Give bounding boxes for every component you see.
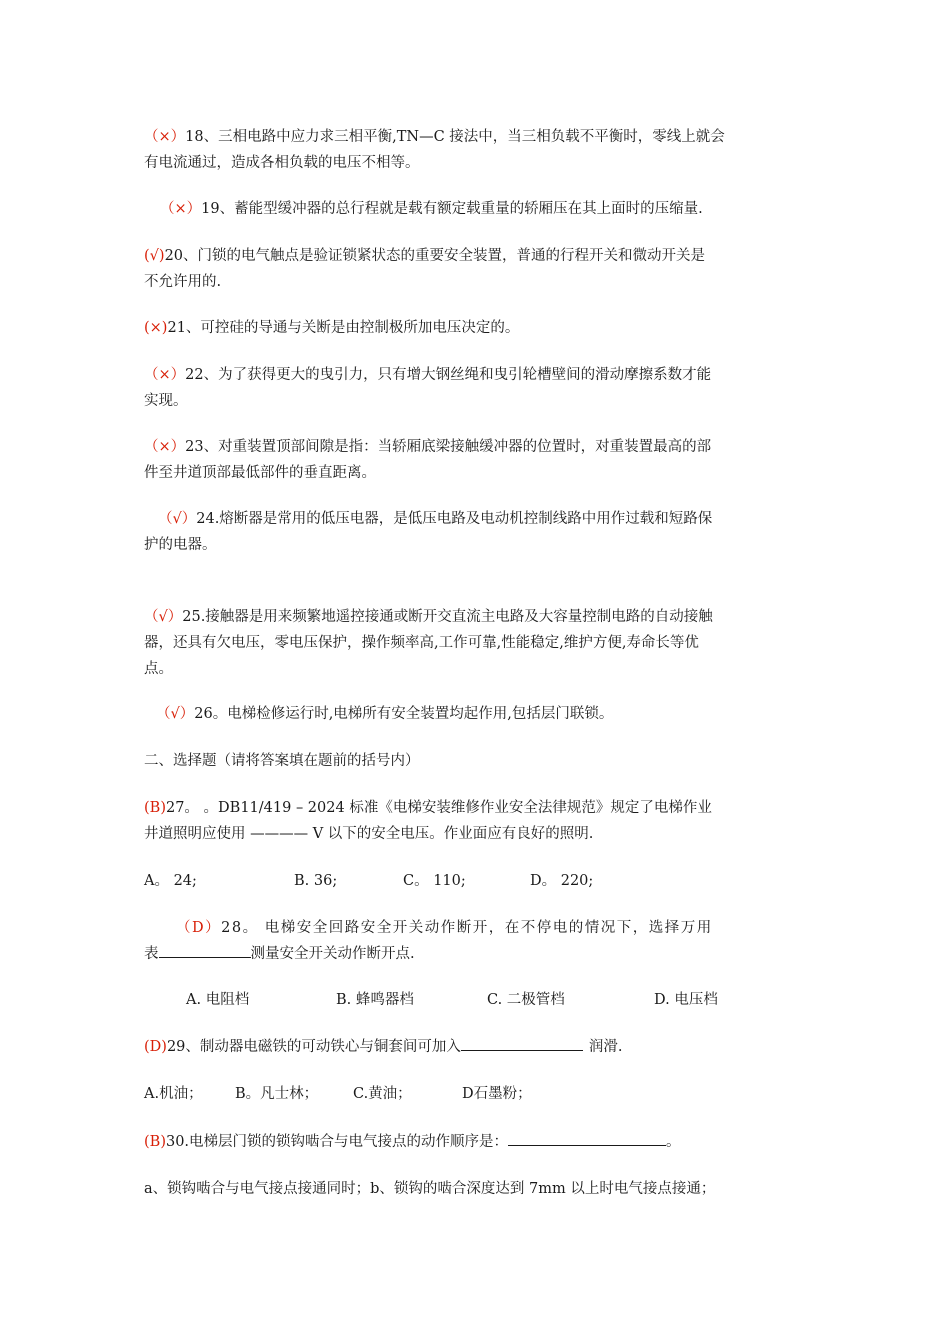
- question-29: [144, 1034, 808, 1060]
- question-text: 27。 。DB11/419 – 2024 标准《电梯安装维修作业安全法律规范》规定了电梯作业: [165, 800, 712, 816]
- answer-mark: （×）: [144, 367, 186, 383]
- question-text-cont: 件至井道顶部最低部件的垂直距离。: [144, 465, 376, 481]
- answer-blank: [508, 1129, 666, 1146]
- question-text-post: 润滑.: [588, 1039, 623, 1055]
- question-text: 19、蓄能型缓冲器的总行程就是载有额定载重量的轿厢压在其上面时的压缩量.: [201, 201, 703, 217]
- question-text: 28。 电梯安全回路安全开关动作断开，在不停电的情况下，选择万用: [221, 920, 713, 936]
- question-text: 26。电梯检修运行时,电梯所有安全装置均起作用,包括层门联锁。: [194, 706, 614, 722]
- option-d: D石墨粉；: [462, 1086, 532, 1102]
- question-text-pre: 29、制动器电磁铁的可动铁心与铜套间可加入: [166, 1039, 461, 1055]
- answer-blank: [159, 941, 251, 958]
- option-d: D。 220;: [530, 873, 594, 889]
- question-text-post: 测量安全开关动作断开点.: [250, 946, 415, 962]
- option-a: A.机油；: [144, 1086, 203, 1102]
- answer-blank: [461, 1034, 583, 1051]
- question-text: 20、门锁的电气触点是验证锁紧状态的重要安全装置，普通的行程开关和微动开关是: [164, 248, 706, 264]
- option-c: C。 110;: [403, 873, 466, 889]
- question-28-cont: [144, 941, 808, 967]
- question-text-cont: 器，还具有欠电压，零电压保护，操作频率高,工作可靠,性能稳定,维护方便,寿命长等优: [144, 635, 699, 651]
- question-text: 24.熔断器是常用的低压电器，是低压电路及电动机控制线路中用作过载和短路保: [196, 511, 713, 527]
- answer-mark: （√）: [156, 706, 195, 722]
- answer-mark: （√）: [158, 511, 197, 527]
- question-text-cont: 井道照明应使用 ———— V 以下的安全电压。作业面应有良好的照明.: [144, 826, 594, 842]
- question-text-pre: 30.电梯层门锁的锁钩啮合与电气接点的动作顺序是：: [165, 1134, 509, 1150]
- option-c: C. 二极管档: [487, 992, 565, 1008]
- answer-mark: （×）: [144, 129, 186, 145]
- question-text: 21、可控硅的导通与关断是由控制极所加电压决定的。: [167, 320, 520, 336]
- question-25: [144, 604, 808, 682]
- answer-mark: (×): [144, 320, 168, 336]
- question-20: [144, 243, 808, 295]
- question-18: [144, 124, 808, 176]
- answer-mark: （√）: [144, 609, 183, 625]
- answer-mark: （D）: [176, 920, 222, 936]
- question-text-pre: 表: [144, 946, 159, 962]
- option-b: B。凡士林；: [235, 1086, 319, 1102]
- option-a: A. 电阻档: [186, 992, 250, 1008]
- answer-mark: (D): [144, 1039, 167, 1055]
- question-21: [144, 315, 808, 341]
- question-text-cont2: 点。: [144, 661, 173, 677]
- question-30-options: a、锁钩啮合与电气接点接通同时；b、锁钩的啮合深度达到 7mm 以上时电气接点接通；: [144, 1181, 716, 1197]
- question-text: 23、对重装置顶部间隙是指：当轿厢底梁接触缓冲器的位置时，对重装置最高的部: [185, 439, 712, 455]
- question-text-cont: 有电流通过，造成各相负载的电压不相等。: [144, 155, 420, 171]
- option-c: C.黄油；: [353, 1086, 412, 1102]
- section-title: 二、选择题（请将答案填在题前的括号内）: [144, 753, 420, 769]
- question-19: [160, 196, 824, 222]
- question-22: [144, 362, 808, 414]
- question-text-cont: 实现。: [144, 393, 188, 409]
- answer-mark: (B): [144, 800, 166, 816]
- question-text: 25.接触器是用来频繁地遥控接通或断开交直流主电路及大容量控制电路的自动接触: [182, 609, 713, 625]
- answer-mark: （×）: [144, 439, 186, 455]
- question-30: [144, 1129, 808, 1155]
- answer-mark: (√): [144, 248, 165, 264]
- option-d: D. 电压档: [654, 992, 718, 1008]
- question-28: [176, 915, 840, 941]
- option-a: A。 24;: [144, 873, 197, 889]
- question-27: [144, 795, 808, 847]
- option-b: B. 蜂鸣器档: [336, 992, 414, 1008]
- question-24: [144, 506, 822, 558]
- question-text: 22、为了获得更大的曳引力，只有增大钢丝绳和曳引轮槽壁间的滑动摩擦系数才能: [185, 367, 712, 383]
- answer-mark: (B): [144, 1134, 166, 1150]
- question-text-post: 。: [666, 1134, 681, 1150]
- question-23: [144, 434, 808, 486]
- answer-mark: （×）: [160, 201, 202, 217]
- question-text-cont: 护的电器。: [144, 537, 217, 553]
- question-text-cont: 不允许用的.: [144, 274, 222, 290]
- option-b: B. 36;: [294, 873, 338, 889]
- question-text: 18、三相电路中应力求三相平衡,TN—C 接法中，当三相负载不平衡时，零线上就会: [185, 129, 725, 145]
- question-26: [156, 701, 820, 727]
